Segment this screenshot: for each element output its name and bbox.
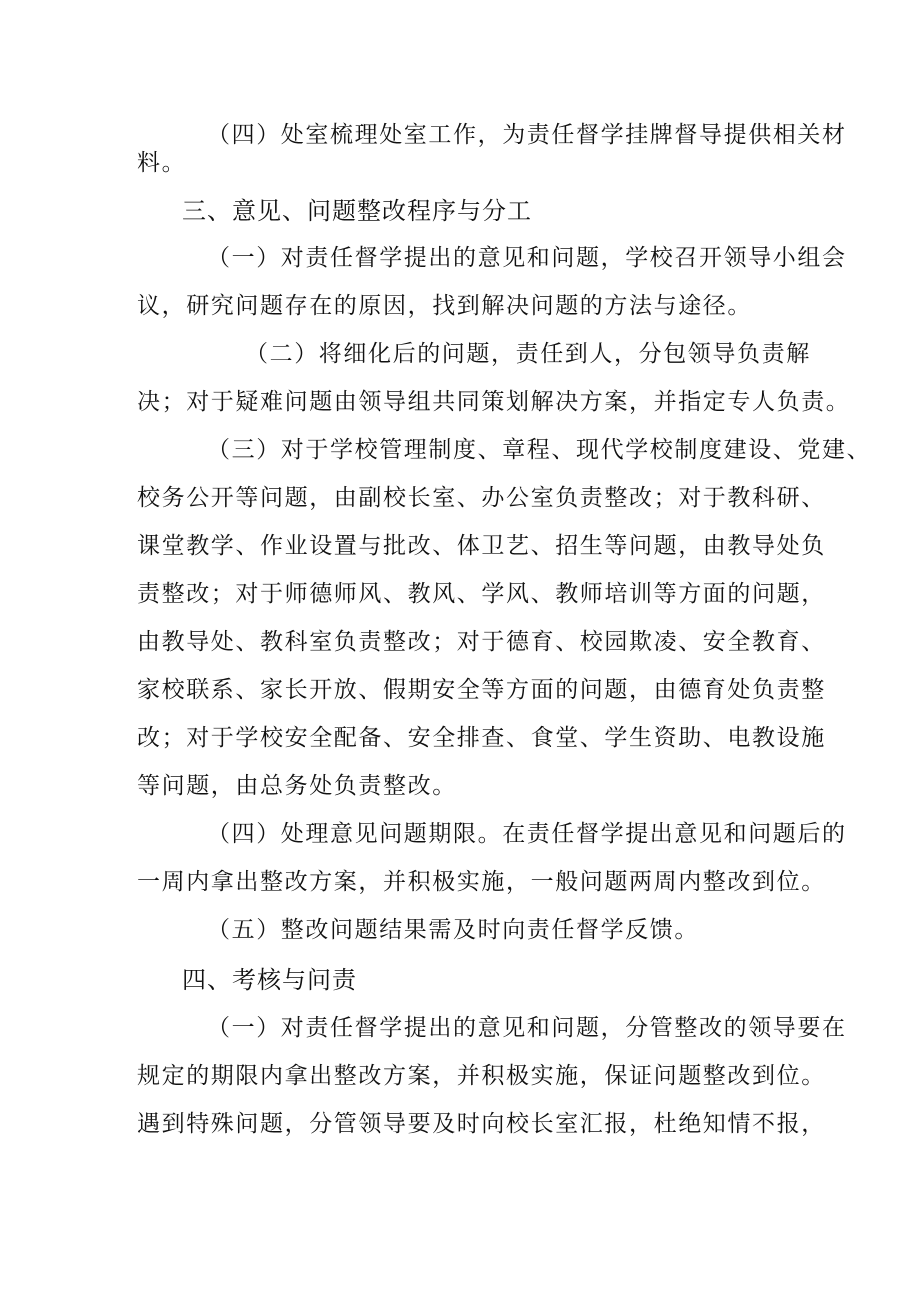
paragraph-line: 家校联系、家长开放、假期安全等方面的问题，由德育处负责整	[137, 677, 826, 703]
paragraph-line: （一）对责任督学提出的意见和问题，分管整改的领导要在	[207, 1015, 847, 1041]
paragraph-line: 规定的期限内拿出整改方案，并积极实施，保证问题整改到位。	[137, 1063, 826, 1089]
paragraph-line: 由教导处、教科室负责整改；对于德育、校园欺凌、安全教育、	[137, 629, 826, 655]
paragraph-line: （一）对责任督学提出的意见和问题，学校召开领导小组会	[207, 245, 847, 271]
section-heading-four: 四、考核与问责	[182, 966, 357, 994]
paragraph-line: 责整改；对于师德师风、教风、学风、教师培训等方面的问题，	[137, 581, 826, 607]
paragraph-line: （四）处室梳理处室工作，为责任督学挂牌督导提供相关材	[207, 122, 847, 148]
paragraph-line: 校务公开等问题，由副校长室、办公室负责整改；对于教科研、	[137, 485, 826, 511]
paragraph-line: （二）将细化后的问题，责任到人，分包领导负责解	[245, 341, 811, 367]
paragraph-line: 遇到特殊问题，分管领导要及时向校长室汇报，杜绝知情不报，	[137, 1111, 826, 1137]
paragraph-line: （五）整改问题结果需及时向责任督学反馈。	[207, 917, 699, 943]
paragraph-line: 改；对于学校安全配备、安全排查、食堂、学生资助、电教设施	[137, 725, 826, 751]
section-heading-three: 三、意见、问题整改程序与分工	[182, 197, 532, 225]
paragraph-line: 料。	[137, 150, 187, 176]
paragraph-line: 一周内拿出整改方案，并积极实施，一般问题两周内整改到位。	[137, 869, 826, 895]
paragraph-line: 议，研究问题存在的原因，找到解决问题的方法与途径。	[137, 293, 752, 319]
paragraph-line: （四）处理意见问题期限。在责任督学提出意见和问题后的	[207, 821, 847, 847]
paragraph-line: （三）对于学校管理制度、章程、现代学校制度建设、党建、	[207, 437, 872, 463]
paragraph-line: 等问题，由总务处负责整改。	[137, 773, 457, 799]
paragraph-line: 课堂教学、作业设置与批改、体卫艺、招生等问题，由教导处负	[137, 533, 826, 559]
paragraph-line: 决；对于疑难问题由领导组共同策划解决方案，并指定专人负责。	[137, 389, 851, 415]
